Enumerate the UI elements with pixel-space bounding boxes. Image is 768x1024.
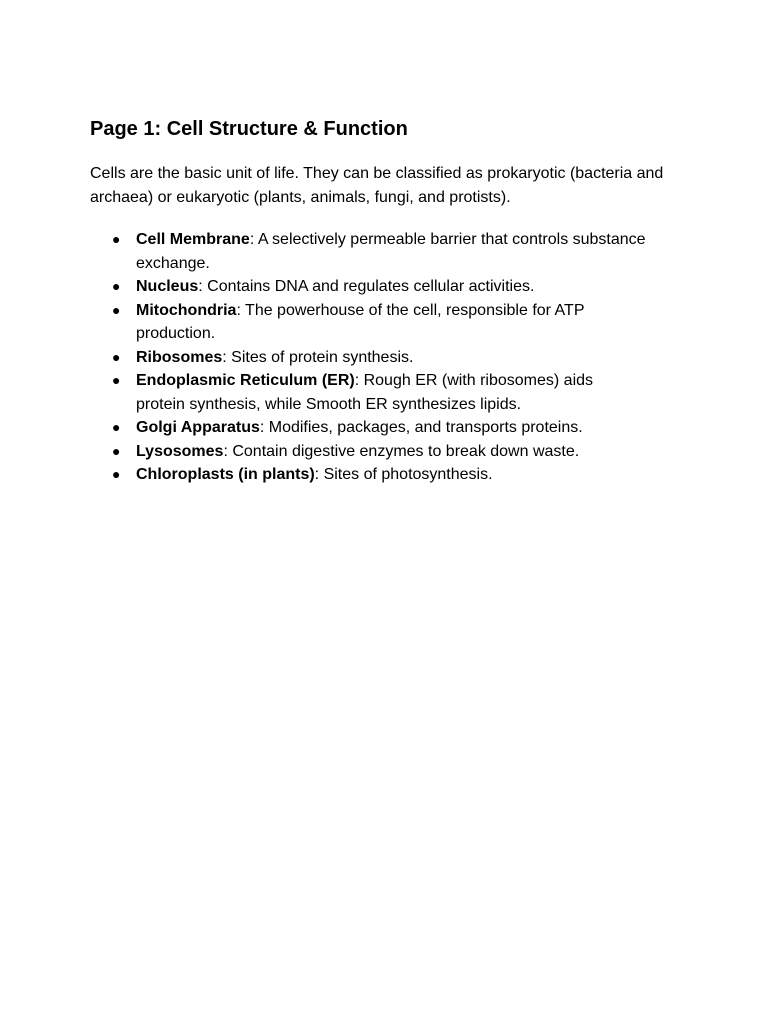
list-item [90, 346, 646, 370]
item-description: : Contains DNA and regulates cellular activities. [198, 278, 535, 295]
list-item [90, 369, 646, 416]
bullet-icon: ● [112, 231, 121, 247]
list-item [90, 299, 646, 346]
item-description: : Rough ER (with ribosomes) aids protein synthesis, while Smooth ER synthesizes lipids. [136, 372, 594, 413]
item-description: : The powerhouse of the cell, responsible for ATP production. [136, 301, 585, 342]
item-description: : A selectively permeable barrier that controls substance exchange. [136, 231, 646, 272]
item-term: Endoplasmic Reticulum (ER) [136, 372, 355, 389]
bullet-icon: ● [112, 348, 121, 365]
item-term: Golgi Apparatus [136, 419, 260, 436]
item-description: : Sites of protein synthesis. [222, 348, 414, 366]
bullet-icon: ● [112, 278, 121, 294]
document-page [90, 116, 680, 487]
list-item [90, 440, 646, 464]
bullet-icon: ● [112, 442, 121, 459]
bullet-icon: ● [112, 301, 121, 318]
organelle-list [90, 228, 680, 487]
bullet-icon: ● [112, 466, 121, 482]
item-term: Chloroplasts (in plants) [136, 466, 315, 483]
list-item [90, 416, 646, 440]
bullet-icon: ● [112, 419, 121, 435]
item-term: Lysosomes [136, 442, 224, 460]
list-item [90, 463, 646, 487]
item-description: : Sites of photosynthesis. [314, 466, 493, 483]
item-term: Mitochondria [136, 301, 237, 319]
item-term: Nucleus [136, 278, 199, 295]
item-description: : Contain digestive enzymes to break down waste. [223, 442, 580, 460]
intro-paragraph: Cells are the basic unit of life. They can be classified as prokaryotic (bacteria and archaea) or eukaryotic (plants, animals, fungi, and protists). [90, 165, 664, 206]
list-item [90, 275, 646, 299]
list-item [90, 228, 646, 275]
page-title: Page 1: Cell Structure & Function [90, 118, 408, 140]
bullet-icon: ● [112, 372, 121, 388]
item-description: : Modifies, packages, and transports proteins. [259, 419, 583, 436]
item-term: Cell Membrane [136, 231, 250, 248]
item-term: Ribosomes [136, 348, 223, 366]
